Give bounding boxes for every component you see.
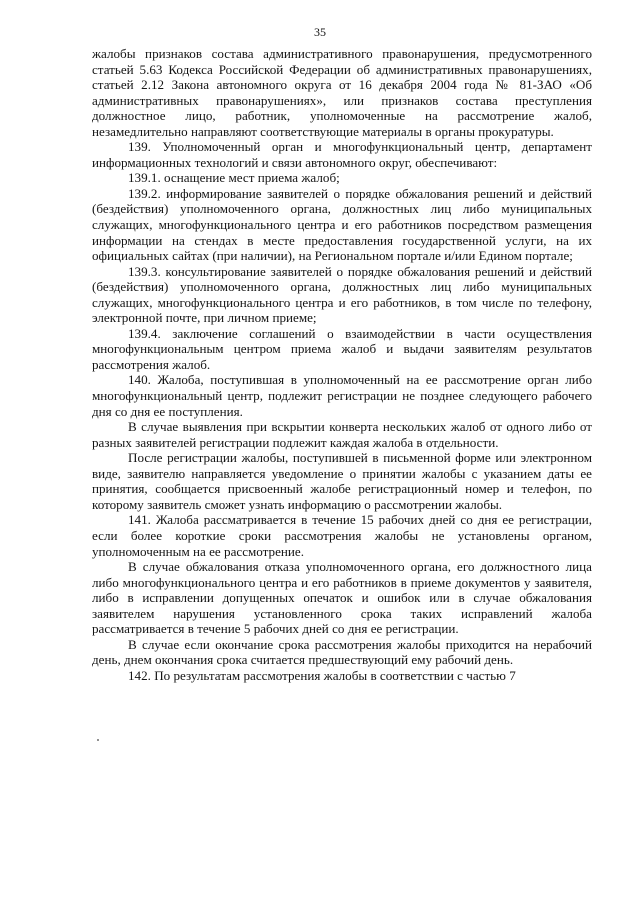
paragraph: жалобы признаков состава административного правонарушения, предусмотренного статьей 5.63 Кодекса Российской Федерации об административных правонарушениях, статьей 2.12 Закона автономного округа от 16 декабря 2004 года № 81-ЗАО «Об административных правонарушениях», или признаков состава преступления должностное лицо, работник, уполномоченные на рассмотрение жалоб, незамедлительно направляют соответствующие материалы в органы прокуратуры. <box>92 46 592 139</box>
paragraph: 139.4. заключение соглашений о взаимодействии в части осуществления многофункциональным центром приема жалоб и выдачи заявителям результатов рассмотрения жалоб. <box>92 325 592 372</box>
paragraph: 139.2. информирование заявителей о порядке обжалования решений и действий (бездействия) уполномоченного органа, должностных лиц либо муниципальных служащих, многофункционального центра и его работников посредством размещения информации на стендах в месте предоставления государственной услуги, на их официальных сайтах (при наличии), на Региональном портале и/или Едином портале; <box>92 185 592 264</box>
paragraph: 142. По результатам рассмотрения жалобы в соответствии с частью 7 <box>128 667 516 683</box>
paragraph: После регистрации жалобы, поступившей в письменной форме или электронном виде, заявителю направляется уведомление о принятии жалобы с указанием даты ее принятия, сообщается присвоенный жалобе регистрационный номер и телефон, по которому заявитель сможет узнать информацию о рассмотрении жалобы. <box>92 450 592 512</box>
scan-speck <box>97 739 99 741</box>
paragraph: 141. Жалоба рассматривается в течение 15 рабочих дней со дня ее регистрации, если более короткие сроки рассмотрения жалобы не установлены органом, уполномоченным на ее рассмотрение. <box>92 512 592 559</box>
page-number: 35 <box>314 25 326 39</box>
document-body <box>92 46 592 683</box>
paragraph: 139. Уполномоченный орган и многофункциональный центр, департамент информационных технологий и связи автономного округ, обеспечивают: <box>92 139 592 170</box>
paragraph: 139.1. оснащение мест приема жалоб; <box>128 170 340 186</box>
paragraph: 139.3. консультирование заявителей о порядке обжалования решений и действий (бездействия) уполномоченного органа, должностных лиц либо муниципальных служащих, многофункционального центра и его работников, в том числе по телефону, электронной почте, при личном приеме; <box>92 263 592 326</box>
paragraph: В случае если окончание срока рассмотрения жалобы приходится на нерабочий день, днем окончания срока считается предшествующий ему рабочий день. <box>92 636 592 668</box>
paragraph: В случае обжалования отказа уполномоченного органа, его должностного лица либо многофункционального центра и его работников в приеме документов у заявителя, либо в исправлении допущенных опечаток и ошибок или в случае обжалования заявителем нарушения установленного срока таких исправлений жалоба рассматривается в течение 5 рабочих дней со дня ее регистрации. <box>92 559 592 637</box>
paragraph: В случае выявления при вскрытии конверта нескольких жалоб от одного либо от разных заявителей регистрации подлежит каждая жалоба в отдельности. <box>92 419 592 450</box>
paragraph: 140. Жалоба, поступившая в уполномоченный на ее рассмотрение орган либо многофункциональный центр, подлежит регистрации не позднее следующего рабочего дня со дня ее поступления. <box>92 372 592 419</box>
